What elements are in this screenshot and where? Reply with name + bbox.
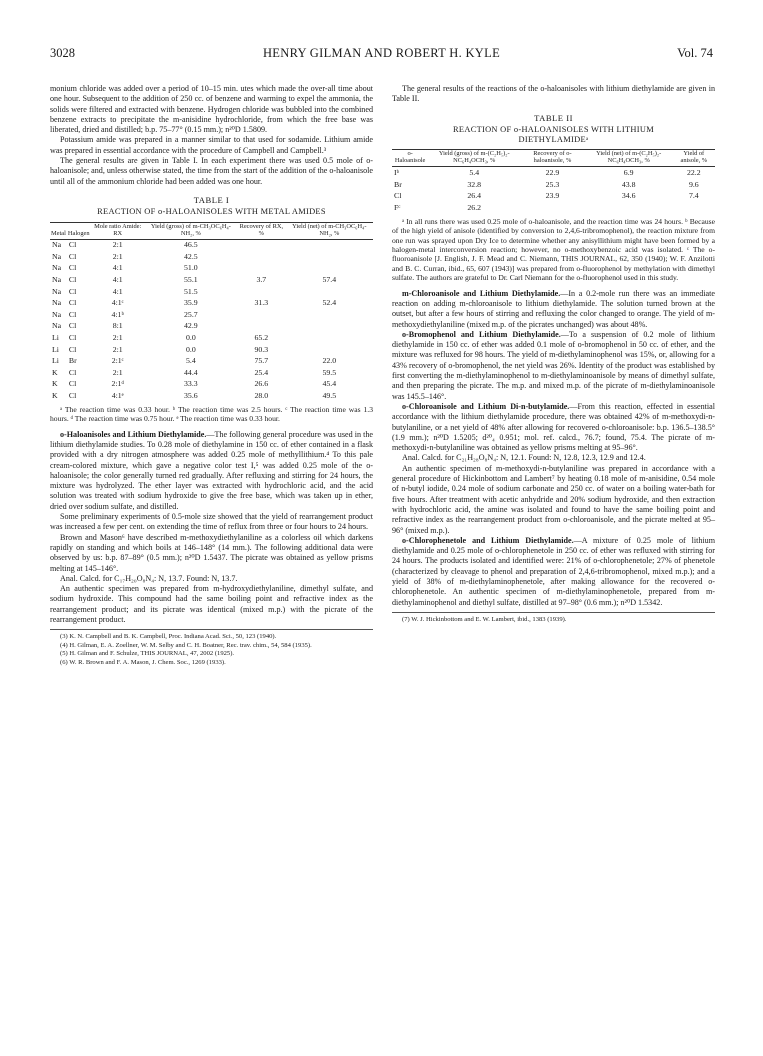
table-label: TABLE II	[534, 112, 573, 123]
table-cell	[520, 202, 585, 214]
table-cell: Li	[52, 344, 59, 354]
analysis: Anal. Calcd. for C₂₁H₂₈O₈N₄: N, 12.1. Found: N, 12.8, 12.3, 12.9 and 12.4.	[402, 453, 646, 463]
table-row	[392, 191, 715, 203]
table-cell: 49.5	[322, 390, 337, 400]
analysis: Anal. Calcd. for C₁₇H₂₀O₈N₄: N, 13.7. Found: N, 13.7.	[60, 573, 238, 583]
table-cell: 8:1	[112, 321, 123, 331]
table-cell: 90.3	[254, 344, 269, 354]
table-row	[50, 321, 373, 333]
table-cell: 35.6	[184, 390, 198, 400]
table-cell	[237, 321, 286, 333]
table-cell: 32.8	[467, 179, 482, 189]
table-cell: Cl	[68, 263, 77, 273]
table-cell: Cl	[68, 367, 77, 377]
table-cell: 4:1	[112, 263, 123, 273]
table-row	[50, 298, 373, 310]
references	[392, 612, 715, 624]
table-cell: 2:1	[112, 240, 123, 250]
table-footnote: ᵃ In all runs there was used 0.25 mole of o-haloanisole, and the reaction time was 24 hours. ᵇ Because of the high yield of anisole (identified by conversion to 2,4,6-tribromophenol), the reaction mixture from one run was sprayed upon Dry Ice to determine whether any anisyllithium might have been formed by a halogen-metal interconversion reaction; however, no o-methoxybenzoic acid was isolated. ᶜ The o-fluoroanisole [J. English, J. F. Mead and C. Niemann, THIS JOURNAL, 62, 350 (1940); W. F. Anzilotti and B. C. Curran, ibid., 65, 607 (1943)] was prepared from o-fluorophenol by methylation with dimethyl sulfate. The authors are grateful to Dr. Carl Niemann for the o-fluorophenol used in this study.	[392, 216, 715, 283]
table-cell: Br	[68, 356, 77, 366]
table-cell	[673, 202, 715, 214]
table-cell: Na	[52, 263, 62, 273]
table-cell: 57.4	[322, 274, 337, 284]
table-row	[50, 286, 373, 298]
reference: (4) H. Gilman, E. A. Zoellner, W. M. Selby and C. H. Boatner, Rec. trav. chim., 54, 584 (1935).	[60, 641, 312, 649]
table-cell: 25.4	[254, 367, 269, 377]
paragraph	[392, 536, 715, 608]
table-cell: 59.5	[322, 367, 337, 377]
table-cell: Cl	[68, 379, 77, 389]
reference: (6) W. R. Brown and F. A. Mason, J. Chem. Soc., 1269 (1933).	[60, 658, 226, 666]
table-cell: 45.4	[322, 379, 337, 389]
section-heading: m-Chloroanisole and Lithium Diethylamide.	[402, 288, 561, 298]
table-row	[392, 167, 715, 179]
paragraph-text: —A mixture of 0.25 mole of lithium diethylamide and 0.25 mole of o-chlorophenetole in 250 cc. of ether was refluxed with stirring for 24 hours. The products isolated and identified were: 21% of o-chlorophenetole; 27% of phenetole (characterized by cleavage to phenol and preparation of 2,4,6-tribromophenol, mixed m.p.); and a yield of 38% of m-diethylaminophenetole, after making allowance for the recovered o-chlorophenetole. An authentic specimen of m-diethylaminophenetole, prepared from m-diethylaminophenol and diethyl sulfate, distilled at 97–98° (0.6 mm.); n²⁰D 1.5342.	[392, 535, 715, 607]
column-header: Yield (gross) of m-CH₃OC₆H₄-NH₂, %	[145, 222, 237, 239]
table-title: REACTION OF o-HALOANISOLES WITH METAL AMIDES	[97, 207, 326, 217]
paragraph	[392, 330, 715, 402]
left-column	[50, 84, 373, 667]
table-cell: 2:1	[112, 251, 123, 261]
table-cell: 0.0	[185, 344, 196, 354]
paragraph: Potassium amide was prepared in a manner similar to that used for sodamide. Lithium amide was prepared in essential accordance with the procedure of Campbell and Campbell.³	[50, 135, 373, 155]
table-footnote: ᵃ The reaction time was 0.33 hour. ᵇ The reaction time was 2.5 hours. ᶜ The reaction time was 1.3 hours. ᵈ The reaction time was 0.75 hour. ᵉ The reaction time was 0.33 hour.	[50, 404, 373, 424]
column-header: Halogen	[67, 222, 91, 239]
paragraph: Some preliminary experiments of 0.5-mole size showed that the yield of rearrangement product was increased a few per cent. on extending the time of reflux from three or four hours to 24 hours.	[50, 512, 373, 532]
table-cell: 0.0	[185, 332, 196, 342]
table-cell: 51.5	[184, 286, 198, 296]
table-cell: Fᶜ	[394, 202, 401, 212]
table-cell: 2:1ᵈ	[111, 379, 124, 389]
table-cell	[286, 251, 373, 263]
table-cell: 5.4	[185, 356, 196, 366]
table-cell: Na	[52, 251, 62, 261]
table-label: TABLE I	[193, 194, 230, 205]
reference: (7) W. J. Hickinbottom and E. W. Lambert, ibid., 1383 (1939).	[402, 615, 567, 623]
paragraph	[392, 289, 715, 330]
table-title-line: DIETHYLAMIDEᵃ	[518, 135, 589, 145]
table-cell: 2:1	[112, 367, 123, 377]
paragraph	[392, 402, 715, 453]
table-cell: 2:1	[112, 344, 123, 354]
volume-label: Vol. 74	[677, 46, 713, 60]
table-row	[50, 251, 373, 263]
table-cell: 23.9	[545, 191, 560, 201]
table-cell: Cl	[68, 298, 77, 308]
table-cell: 46.5	[184, 240, 198, 250]
table-cell: Na	[52, 240, 62, 250]
table-cell: 65.2	[254, 332, 269, 342]
table-cell: 25.3	[545, 179, 560, 189]
table-cell: Br	[394, 179, 402, 189]
column-header: Yield (gross) of m-(C₂H₅)₂-NC₆H₄OCH₃, %	[428, 150, 520, 167]
table-cell: Cl	[394, 191, 402, 201]
table-cell: 6.9	[623, 168, 634, 178]
paragraph: Brown and Mason⁶ have described m-methoxydiethylaniline as a colorless oil which darkens rapidly on standing and which boils at 146–148° (14 mm.). The following additional data were observed by us: b.p. 87–89° (0.5 mm.); n²⁰D 1.5437. The picrate was obtained as yellow prisms melting at 145–146°.	[50, 532, 373, 573]
table-row	[392, 202, 715, 214]
column-header: Yield of anisole, %	[673, 150, 715, 167]
table-cell: Cl	[68, 390, 77, 400]
table-cell: 26.6	[254, 379, 269, 389]
table-row	[50, 309, 373, 321]
table-row	[50, 344, 373, 356]
table-cell: 4:1	[112, 286, 123, 296]
table-1-body	[50, 239, 373, 402]
column-header: Mole ratio Amide: RX	[91, 222, 145, 239]
reference: (5) H. Gilman and F. Schulze, THIS JOURNAL, 47, 2002 (1925).	[60, 650, 235, 658]
page-header	[50, 46, 713, 64]
table-cell: 52.4	[322, 298, 337, 308]
table-cell	[237, 286, 286, 298]
table-title	[392, 125, 715, 146]
table-cell: 25.7	[184, 309, 198, 319]
section-heading: o-Bromophenol and Lithium Diethylamide.	[402, 329, 561, 339]
column-header: o-Haloanisole	[392, 150, 428, 167]
table-cell: 22.2	[686, 168, 701, 178]
table-cell	[585, 202, 673, 214]
column-header: Recovery of RX, %	[237, 222, 286, 239]
table-cell: Na	[52, 321, 62, 331]
table-cell: Na	[52, 286, 62, 296]
section-heading: o-Haloanisoles and Lithium Diethylamide.	[60, 429, 207, 439]
table-row	[392, 179, 715, 191]
table-row	[50, 332, 373, 344]
table-cell	[237, 251, 286, 263]
table-cell: K	[52, 367, 58, 377]
table-row	[50, 263, 373, 275]
table-cell: 51.0	[184, 263, 198, 273]
table-cell: 22.0	[322, 356, 337, 366]
table-cell: Cl	[68, 286, 77, 296]
table-title-line: REACTION OF o-HALOANISOLES WITH LITHIUM	[453, 124, 654, 134]
table-cell: Cl	[68, 321, 77, 331]
table-cell: K	[52, 379, 58, 389]
table-row	[50, 274, 373, 286]
table-cell: 33.3	[184, 379, 198, 389]
table-row	[50, 390, 373, 402]
table-2	[392, 149, 715, 213]
table-cell: K	[52, 390, 58, 400]
table-cell: 4:1ᵉ	[111, 390, 124, 400]
table-cell: Cl	[68, 332, 77, 342]
paragraph	[50, 430, 373, 512]
column-header: Yield (net) of m-CH₃OC₆H₄-NH₂, %	[286, 222, 373, 239]
table-cell: 43.8	[621, 179, 636, 189]
paragraph-text: —From this reaction, effected in essential accordance with the lithium diethylamide procedure, there was obtained 42% of m-methoxydi-n-butylaniline, or a net yield of 48% after allowing for recovered o-chloroanisole: b.p. 136.5–138.5° (1.9 mm.); n²⁰D 1.5205; d²⁰₄ 0.951; mol. ref. calcd., 76.7; found, 75.4. The picrate of m-methoxydi-n-butylaniline was obtained as yellow prisms melting at 95–96°.	[392, 401, 715, 453]
table-cell	[286, 332, 373, 344]
paragraph-text: —To a suspension of 0.2 mole of lithium diethylamide in 150 cc. of ether was added 0.1 mole of o-bromophenol in 50 cc. of ether, and the mixture was refluxed for 98 hours. The yield of m-diethylaminophenol was 15%, or, allowing for a 43% recovery of o-bromophenol, the net yield was 26%. Identity of the product was established by first converting the m-diethylaminophenol to m-diethylaminoanisole by means of dimethyl sulfate, and then preparing the picrate. The m.p. and mixed m.p. of the picrate of m-diethylaminoanisole was 145.5–146°.	[392, 329, 715, 401]
table-cell: 7.4	[688, 191, 699, 201]
running-title: HENRY GILMAN AND ROBERT H. KYLE	[262, 46, 501, 60]
table-cell	[286, 263, 373, 275]
paragraph: The general results of the reactions of the o-haloanisoles with lithium diethylamide are given in Table II.	[392, 84, 715, 104]
table-cell: Li	[52, 332, 59, 342]
paragraph: The general results are given in Table I. In each experiment there was used 0.5 mole of o-haloanisole; and, unless otherwise stated, the time from the start of the addition of the o-haloanisole until all of the ammonium chloride had been added was one hour.	[50, 156, 373, 186]
reference: (3) K. N. Campbell and B. K. Campbell, Proc. Indiana Acad. Sci., 50, 123 (1940).	[60, 633, 277, 641]
column-header: Yield (net) of m-(C₂H₅)₂-NC₆H₄OCH₃, %	[585, 150, 673, 167]
table-cell: Cl	[68, 274, 77, 284]
table-cell: Cl	[68, 240, 77, 250]
table-cell: Cl	[68, 251, 77, 261]
table-cell	[286, 344, 373, 356]
table-cell: Cl	[68, 309, 77, 319]
table-cell: 42.9	[184, 321, 198, 331]
references	[50, 629, 373, 667]
table-cell: Li	[52, 356, 59, 366]
table-cell	[286, 321, 373, 333]
table-row	[50, 239, 373, 251]
table-cell	[237, 309, 286, 321]
table-cell: 2:1	[112, 332, 123, 342]
section-heading: o-Chloroanisole and Lithium Di-n-butylamide.	[402, 401, 570, 411]
column-header: Recovery of o-haloanisole, %	[520, 150, 585, 167]
table-cell: Na	[52, 274, 62, 284]
table-cell	[237, 263, 286, 275]
table-cell	[286, 309, 373, 321]
paragraph: An authentic specimen of m-methoxydi-n-butylaniline was prepared in accordance with a general procedure of Hickinbottom and Lambert⁷ by heating 0.18 mole of m-anisidine, 0.54 mole of n-butyl iodide, 0.24 mole of sodium carbonate and 250 cc. of water on a boiling water-bath for five hours. After treatment with acetic anhydride and 20% sodium hydroxide, and then extraction with hydrochloric acid, the amine was isolated and found to have the same boiling point and refractive index as the rearrangement product from o-chloroanisole, and the picrate melted at 95–96° (mixed m.p.).	[392, 463, 715, 535]
table-cell: 4:1ᵇ	[111, 309, 124, 319]
table-cell: 28.0	[254, 390, 269, 400]
table-row	[50, 356, 373, 368]
table-cell: 55.1	[184, 274, 198, 284]
paragraph-text: —The following general procedure was used in the lithium diethylamide studies. To 0.28 mole of diethylamine in 150 cc. of ether contained in a flask provided with a dry nitrogen atmosphere was added 0.25 mole of methyllithium.⁴ To this pale cream-colored mixture, which gave a negative color test I,⁵ was added 0.25 mole of the o-haloanisole; the color generally turned red gradually. After refluxing and stirring for 24 hours, the mixture was hydrolyzed. The ether layer was extracted with hydrochloric acid, and the acid solution was treated with sodium hydroxide to give the free base, which was taken up in ether, dried over sodium sulfate, and distilled.	[50, 429, 374, 511]
table-cell: 9.6	[688, 179, 699, 189]
table-cell: 26.2	[467, 202, 482, 212]
paragraph: An authentic specimen was prepared from m-hydroxydiethylaniline, dimethyl sulfate, and sodium hydroxide. This compound had the same boiling point and refractive index as the rearrangement product; and its picrate was identical (mixed m.p.) with the picrate of the rearrangement product.	[50, 584, 373, 625]
paragraph-text: —In a 0.2-mole run there was an immediate reaction on adding m-chloroanisole to lithium diethylamide. The solution turned brown at the outset, but after a few hours of stirring and refluxing the color changed to orange. The yield of m-methoxydiethylaniline (mixed m.p. of the picrates unchanged) was about 48%.	[392, 288, 715, 329]
table-cell: 26.4	[467, 191, 482, 201]
table-cell: 4:1	[112, 274, 123, 284]
table-cell: 31.3	[254, 298, 269, 308]
table-cell: Na	[52, 298, 62, 308]
table-cell: 3.7	[256, 274, 267, 284]
table-row	[50, 367, 373, 379]
table-cell: 75.7	[254, 356, 269, 366]
page-number: 3028	[50, 46, 75, 60]
table-cell	[286, 286, 373, 298]
table-cell: 34.6	[621, 191, 636, 201]
table-cell: Cl	[68, 344, 77, 354]
table-cell: Na	[52, 309, 62, 319]
column-header: Metal	[50, 222, 67, 239]
right-column	[392, 84, 715, 624]
table-cell: 2:1ᶜ	[111, 356, 124, 366]
table-row	[50, 379, 373, 391]
table-cell: 5.4	[469, 168, 480, 178]
table-cell	[237, 239, 286, 251]
table-cell: 44.4	[184, 367, 198, 377]
table-cell: 22.9	[545, 168, 560, 178]
table-cell: Iᵇ	[394, 168, 400, 178]
paragraph: monium chloride was added over a period of 10–15 min. utes which made the over-all time about one hour. Subsequent to the addition of 250 cc. of benzene and warming to expel the ammonia, the solids were filtered and extracted with benzene. Hydrogen chloride was bubbled into the combined benzene extracts to precipitate the m-anisidine hydrochloride, from which the free base was liberated, dried and distilled; b.p. 75–77° (0.15 mm.); n²⁰D 1.5809.	[50, 84, 373, 135]
table-cell: 42.5	[184, 251, 198, 261]
table-cell: 4:1ᶜ	[111, 298, 124, 308]
table-cell: 35.9	[184, 298, 198, 308]
table-1	[50, 222, 373, 402]
table-2-body	[392, 167, 715, 214]
section-heading: o-Chlorophenetole and Lithium Diethylamide.	[402, 535, 574, 545]
table-cell	[286, 239, 373, 251]
